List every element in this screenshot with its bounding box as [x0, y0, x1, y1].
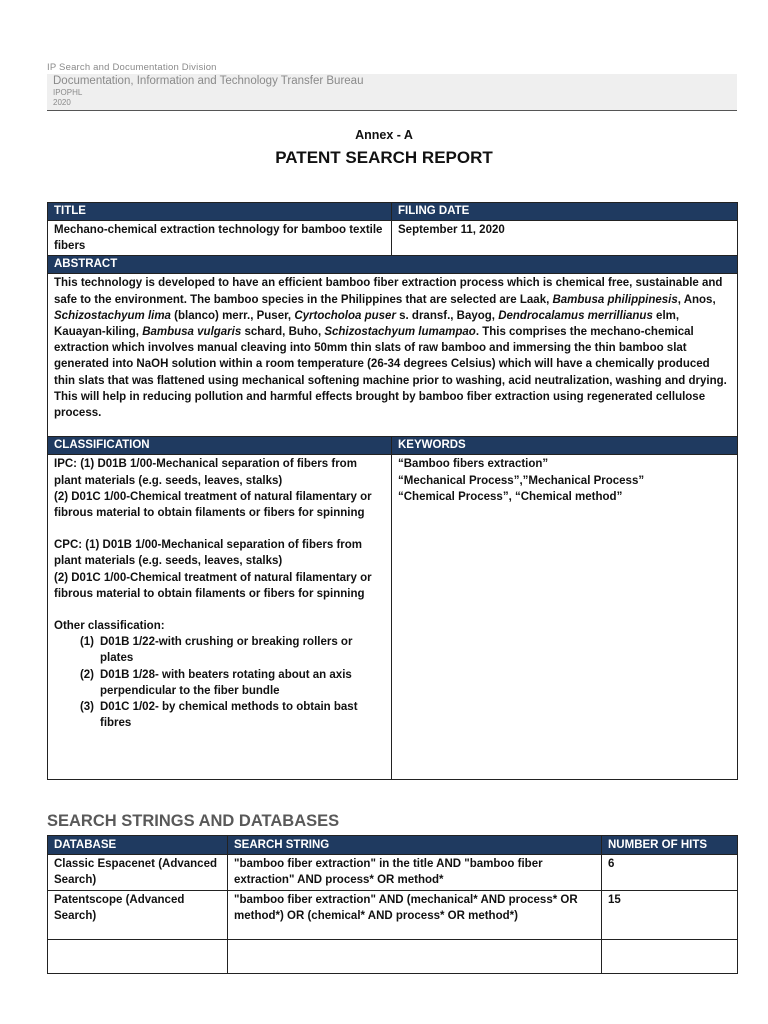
table-row — [48, 855, 738, 890]
database-header: DATABASE — [48, 836, 228, 855]
report-title: PATENT SEARCH REPORT — [275, 148, 493, 167]
abstract-header: ABSTRACT — [48, 256, 738, 274]
filing-date-header: FILING DATE — [392, 203, 738, 221]
classification-cell — [48, 455, 392, 780]
keywords-cell — [392, 455, 738, 780]
list-item: (1) D01B 1/22-with crushing or breaking rollers or plates — [79, 636, 353, 665]
search-strings-table — [47, 835, 738, 974]
search-string-cell: "bamboo fiber extraction" in the title AND "bamboo fiber extraction" AND process* OR method* — [228, 855, 602, 890]
database-cell: Classic Espacenet (Advanced Search) — [48, 855, 228, 890]
bureau-name: Documentation, Information and Technology Transfer Bureau — [53, 75, 364, 87]
keyword-item: “Bamboo fibers extraction” — [398, 458, 549, 471]
other-classification-label: Other classification: — [54, 620, 165, 633]
filing-date-value: September 11, 2020 — [392, 221, 738, 256]
search-section-title: SEARCH STRINGS AND DATABASES — [47, 812, 340, 830]
division-name: IP Search and Documentation Division — [47, 62, 217, 73]
search-string-cell: "bamboo fiber extraction" AND (mechanical* AND process* OR method*) OR (chemical* AND process* OR method*) — [228, 890, 602, 939]
org-name: IPOPHL — [53, 88, 83, 97]
ipc-2: (2) D01C 1/00-Chemical treatment of natural filamentary or fibrous material to obtain filaments or fibers for spinning — [54, 490, 372, 520]
main-info-table — [47, 202, 738, 780]
hits-cell: 15 — [602, 890, 738, 939]
document-header — [47, 62, 737, 111]
hits-header: NUMBER OF HITS — [602, 836, 738, 855]
keyword-item: “Chemical Process”, “Chemical method” — [398, 490, 623, 503]
search-string-header: SEARCH STRING — [228, 836, 602, 855]
annex-label: Annex - A — [355, 128, 413, 142]
ipc-1: IPC: (1) D01B 1/00-Mechanical separation of fibers from plant materials (e.g. seeds, leaves, stalks) — [54, 458, 357, 487]
hits-cell: 6 — [602, 855, 738, 890]
header-year: 2020 — [53, 98, 71, 107]
database-cell: Patentscope (Advanced Search) — [48, 890, 228, 939]
abstract-text: This technology is developed to have an efficient bamboo fiber extraction process which is chemical free, sustainable and safe to the environment. The bamboo species in the Philippines that are selected are Laak, Bambusa philippinesis, Anos, Schizostachyum lima (blanco) merr., Puser, Cyrtocholoa puser s. dransf., Bayog, Dendrocalamus merrillianus elm, Kauayan-kiling, Bambusa vulgaris schard, Buho, Schizostachyum lumampao. This comprises the mechano-chemical extraction which involves manual cleaving into 50mm thin slats of raw bamboo and immersing the thin bamboo slat generated into NaOH solution within a room temperature (26-34 degrees Celsius) which will have a chemically produced thin slats that was flattened using mechanical softening machine prior to washing, acid neutralization, washing and drying. This will help in reducing pollution and harmful effects brought by bamboo fiber extraction using regenerated cellulose process. — [48, 274, 738, 437]
cpc-2: (2) D01C 1/00-Chemical treatment of natural filamentary or fibrous material to obtain filaments or fibers for spinning — [54, 571, 372, 600]
keyword-item: “Mechanical Process”,”Mechanical Process” — [398, 474, 645, 487]
hits-cell — [602, 939, 738, 973]
title-header: TITLE — [48, 203, 392, 221]
keywords-header: KEYWORDS — [392, 437, 738, 455]
list-item: (3) D01C 1/02- by chemical methods to obtain bast fibres — [79, 701, 358, 730]
title-value: Mechano-chemical extraction technology for bamboo textile fibers — [48, 221, 392, 256]
database-cell — [48, 939, 228, 973]
classification-header: CLASSIFICATION — [48, 437, 392, 455]
cpc-1: CPC: (1) D01B 1/00-Mechanical separation of fibers from plant materials (e.g. seeds, leaves, stalks) — [54, 539, 363, 568]
table-row — [48, 939, 738, 973]
bureau-box — [47, 74, 737, 111]
table-row — [48, 890, 738, 939]
search-string-cell — [228, 939, 602, 973]
list-item: (2) D01B 1/28- with beaters rotating about an axis perpendicular to the fiber bundle — [79, 668, 352, 697]
